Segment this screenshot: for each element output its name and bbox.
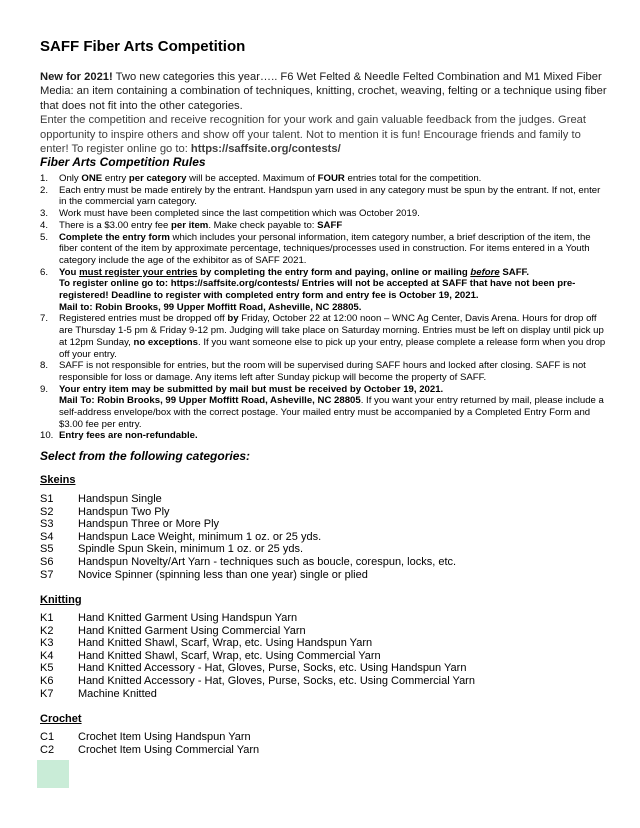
category-code: S4 — [40, 530, 54, 543]
list-item — [40, 662, 600, 675]
rule-bold-text: no exceptions — [133, 336, 199, 348]
rule-mail-to-text: Mail to: Robin Brooks, 99 Upper Moffitt Road, Asheville, NC 28805. — [59, 301, 362, 313]
rule-text: entries total for the competition. — [344, 173, 482, 184]
rule-item — [40, 384, 608, 431]
rule-item — [40, 232, 608, 267]
rule-item — [40, 220, 608, 232]
rule-mail-to-text: Mail To: Robin Brooks, 99 Upper Moffitt Road, Asheville, NC 28805 — [59, 395, 361, 407]
rule-text: will be accepted. Maximum of — [186, 173, 318, 184]
rule-number: 5. — [40, 231, 49, 243]
section-heading-knitting: Knitting — [40, 594, 82, 606]
rule-bold-text: FOUR — [317, 173, 345, 184]
rule-number: 9. — [40, 383, 49, 395]
rule-item — [40, 173, 608, 185]
rule-item — [40, 360, 608, 383]
rule-text: Each entry must be made entirely by the entrant. Handspun yarn used in any category must be spun by the entrant. If not, enter in the commercial yarn category. — [59, 184, 601, 208]
category-code: K1 — [40, 612, 54, 624]
rules-heading: Fiber Arts Competition Rules — [40, 155, 206, 169]
category-description: Crochet Item Using Commercial Yarn — [78, 743, 260, 756]
list-item — [40, 625, 600, 638]
category-code: S1 — [40, 493, 54, 505]
list-item — [40, 506, 600, 519]
category-code: S7 — [40, 568, 54, 581]
rule-bold-text: per item — [171, 219, 209, 231]
intro-section — [40, 70, 608, 156]
rule-text: Friday, October 22 at 12:00 noon – WNC Ag Center, Davis Arena. Hours for drop off are Thursday 1-5 pm & Friday 9-12 pm. Judging will take place on Saturday morning. Entries must be left on display until pick up at 12pm Sunday, — [59, 313, 604, 348]
category-code: S2 — [40, 505, 54, 518]
rule-bold-text: ONE — [81, 173, 103, 184]
rule-text: entry — [102, 173, 129, 184]
list-item — [40, 556, 600, 569]
page-title: SAFF Fiber Arts Competition — [40, 38, 246, 55]
rule-underlined-text: must register your entries — [79, 266, 198, 278]
rule-item — [40, 313, 608, 360]
rule-emphasis-text: before — [470, 266, 500, 278]
list-item — [40, 650, 600, 663]
category-description: Crochet Item Using Handspun Yarn — [78, 731, 251, 743]
category-description: Spindle Spun Skein, minimum 1 oz. or 25 yds. — [78, 543, 304, 556]
category-description: Hand Knitted Garment Using Commercial Yarn — [78, 624, 306, 637]
category-code: K3 — [40, 637, 54, 650]
categories-heading: Select from the following categories: — [40, 449, 251, 463]
category-code: K5 — [40, 662, 54, 675]
rule-bold-text: You — [59, 266, 80, 278]
rules-list — [40, 173, 608, 442]
new-categories-text: Two new categories this year….. F6 Wet Felted & Needle Felted Combination and M1 Mixed Fiber Media: an item containing a combination of techniques, knitting, crochet, weaving, felting or a technique using fiber that does not fit into the other categories. — [40, 71, 607, 112]
rule-number: 10. — [40, 430, 54, 442]
category-description: Hand Knitted Shawl, Scarf, Wrap, etc. Using Commercial Yarn — [78, 649, 381, 662]
rule-item — [40, 185, 608, 208]
category-code: S5 — [40, 543, 54, 556]
rule-text: There is a $3.00 entry fee — [59, 219, 171, 231]
category-code: K2 — [40, 624, 54, 637]
rule-number: 2. — [40, 184, 49, 196]
list-item — [40, 518, 600, 531]
category-description: Hand Knitted Accessory - Hat, Gloves, Purse, Socks, etc. Using Commercial Yarn — [78, 674, 475, 687]
section-heading-crochet: Crochet — [40, 713, 82, 725]
register-link[interactable]: https://saffsite.org/contests/ — [190, 143, 341, 156]
category-description: Machine Knitted — [78, 687, 157, 700]
rule-text: SAFF is not responsible for entries, but the room will be supervised during SAFF hours and locked after closing. SAFF is not responsible for loss or damage. Any items left after Sunday pickup will become the property of SAFF. — [59, 360, 586, 383]
rule-text: Work must have been completed since the last competition which was October 2019. — [59, 208, 420, 220]
rule-text: . If you want your entry returned by mail, please include a self-address envelope/box with the correct postage. Your mailed entry must be accompanied by a Completed Entry Form and $3.00 fee per entry. — [59, 395, 604, 430]
list-item — [40, 731, 600, 744]
section-heading-skeins: Skeins — [40, 474, 76, 486]
rule-text: Only — [59, 173, 82, 184]
category-description: Novice Spinner (spinning less than one year) single or plied — [78, 568, 368, 581]
rule-number: 8. — [40, 360, 49, 372]
category-code: C2 — [40, 743, 55, 756]
rule-bold-text: Your entry item may be submitted by mail but must be received by October 19, 2021. — [59, 383, 444, 395]
rule-number: 3. — [40, 208, 49, 220]
category-code: S3 — [40, 518, 54, 531]
category-code: S6 — [40, 555, 54, 568]
rule-number: 4. — [40, 219, 49, 231]
rule-number: 1. — [40, 173, 49, 184]
rule-item — [40, 267, 608, 314]
list-item — [40, 675, 600, 688]
rule-bold-text: Complete the entry form — [59, 231, 170, 243]
list-item — [40, 543, 600, 556]
crochet-category-list — [40, 731, 600, 756]
category-description: Handspun Three or More Ply — [78, 518, 220, 531]
list-item — [40, 569, 600, 582]
category-description: Hand Knitted Shawl, Scarf, Wrap, etc. Using Handspun Yarn — [78, 637, 373, 650]
rule-text: . If you want someone else to pick up your entry, please complete a release form when you drop off your entry. — [59, 336, 606, 360]
rule-item — [40, 208, 608, 220]
category-description: Handspun Single — [78, 493, 162, 505]
intro-enter-paragraph — [40, 113, 608, 156]
category-description: Handspun Lace Weight, minimum 1 oz. or 25 yds. — [78, 530, 322, 543]
list-item — [40, 612, 600, 625]
rule-bold-text: SAFF. — [499, 266, 530, 278]
intro-new-paragraph — [40, 70, 608, 113]
rule-register-online-text: To register online go to: https://saffsite.org/contests/ Entries will not be accepted at SAFF that have not been pre-registered! Deadline to register with completed entry form and entry fee is October 19, 2021. — [59, 278, 576, 302]
rule-bold-text: SAFF — [317, 219, 343, 231]
category-description: Hand Knitted Accessory - Hat, Gloves, Purse, Socks, etc. Using Handspun Yarn — [78, 662, 467, 675]
rule-bold-text: per category — [128, 173, 187, 184]
category-code: C1 — [40, 731, 55, 743]
category-description: Handspun Novelty/Art Yarn - techniques such as boucle, corespun, locks, etc. — [78, 555, 457, 568]
rule-bold-text: by completing the entry form and paying, online or mailing — [197, 266, 471, 278]
skeins-category-list — [40, 493, 600, 581]
rule-number: 7. — [40, 313, 49, 325]
category-code: K4 — [40, 649, 54, 662]
rule-bold-text: by — [227, 313, 239, 325]
knitting-category-list — [40, 612, 600, 700]
rule-text: which includes your personal information, item category number, a brief description of the item, the fiber content of the item by approximate percentage, techniques/processes used in construction. For items entered in a Youth category include the age of the exhibitor as of SAFF 2021. — [59, 231, 591, 266]
category-description: Hand Knitted Garment Using Handspun Yarn — [78, 612, 298, 624]
category-description: Handspun Two Ply — [78, 505, 170, 518]
list-item — [40, 493, 600, 506]
category-code: K6 — [40, 674, 54, 687]
rule-number: 6. — [40, 266, 49, 278]
list-item — [40, 531, 600, 544]
category-code: K7 — [40, 687, 54, 700]
list-item — [40, 637, 600, 650]
list-item — [40, 744, 600, 757]
rule-bold-text: Entry fees are non-refundable. — [59, 430, 198, 442]
rule-text: Registered entries must be dropped off — [59, 313, 228, 325]
list-item — [40, 688, 600, 701]
intro-enter-text: Enter the competition and receive recognition for your work and gain valuable feedback from the judges. Great opportunity to inspire others and show off your talent. Not to mention it is fun! Encourage friends and family to enter! To register online go to: — [40, 114, 587, 156]
rule-item — [40, 430, 608, 442]
new-for-2021-label: New for 2021! — [40, 71, 113, 83]
green-marker-box — [37, 760, 69, 788]
rule-text: . Make check payable to: — [208, 219, 318, 231]
